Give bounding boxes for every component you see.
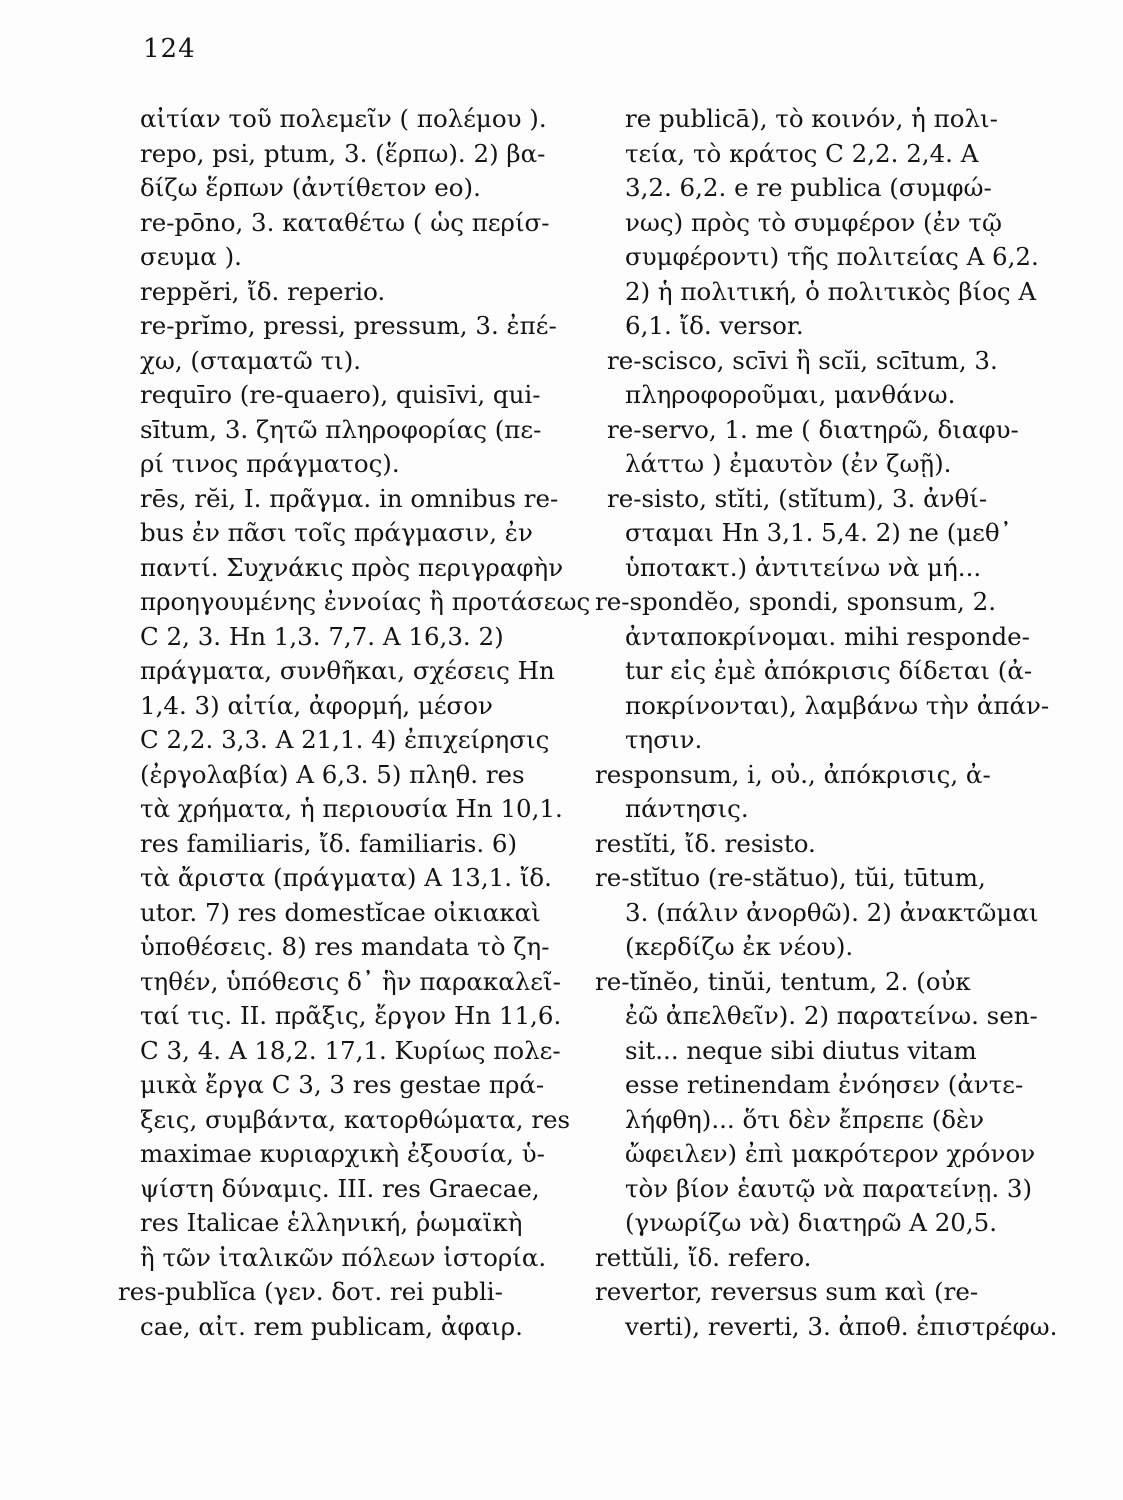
entry-line: χω, (σταματῶ τι). [140,345,362,375]
entry-line: τησιν. [625,725,703,754]
entry-line: rēs, rĕi, I. πρᾶγμα. in omnibus re- [140,483,559,513]
entry-line: re-sisto, stĭti, (stĭtum), 3. ἀνθί- [607,483,988,513]
entry-line: bus ἐν πᾶσι τοῖς πράγμασιν, ἐν [140,518,533,547]
entry-line: πράγματα, συνθῆκαι, σχέσεις Hn [140,656,555,685]
entry-line: reppĕri, ἴδ. reperio. [140,276,386,306]
entry-line: verti), reverti, 3. ἀποθ. ἐπιστρέφω. [625,1311,1058,1341]
entry-line: res familiaris, ἴδ. familiaris. 6) [140,828,518,858]
entry-line: ὑποθέσεις. 8) res mandata τὸ ζη- [140,932,550,961]
entry-line: ξεις, συμβάντα, κατορθώματα, res [140,1104,571,1134]
entry-line: πάντησις. [625,794,749,823]
entry-line: C 3, 4. A 18,2. 17,1. Κυρίως πολε- [140,1035,561,1065]
entry-line: revertor, reversus sum καὶ (re- [595,1277,979,1306]
entry-line: πληροφοροῦμαι, μανθάνω. [625,380,956,409]
entry-line: tur εἰς ἐμὲ ἀπόκρισις δίδεται (ἀ- [625,656,1033,685]
entry-line: τὸν βίον ἑαυτῷ νὰ παρατείνῃ. 3) [625,1173,1033,1203]
entry-line: σευμα ). [140,242,242,271]
entry-line: rettŭli, ἴδ. refero. [595,1242,812,1272]
page-number: 124 [143,34,196,64]
entry-line: (ἐργολαβία) A 6,3. 5) πληθ. res [140,759,525,789]
entry-line: re-scisco, scīvi ἢ scĭi, scītum, 3. [607,345,998,375]
entry-line: ρί τινος πράγματος). [140,449,400,478]
entry-line: αἰτίαν τοῦ πολεμεῖν ( πολέμου ). [140,104,547,133]
entry-line: τεία, τὸ κράτος C 2,2. 2,4. A [625,138,979,168]
entry-line: re publicā), τὸ κοινόν, ἡ πολι- [625,104,998,133]
entry-line: παντί. Συχνάκις πρὸς περιγραφὴν [140,552,564,582]
entry-line: λάττω ) ἐμαυτὸν (ἐν ζωῇ). [625,449,952,478]
entry-line: C 2, 3. Hn 1,3. 7,7. A 16,3. 2) [140,621,504,651]
entry-line: restĭti, ἴδ. resisto. [595,828,816,858]
entry-line: requīro (re-quaero), quisīvi, qui- [140,380,541,409]
entry-line: res-publĭca (γεν. δοτ. rei publi- [118,1277,503,1306]
entry-line: (κερδίζω ἐκ νέου). [625,932,854,961]
entry-line: res Italicae ἑλληνική, ῥωμαϊκὴ [140,1208,523,1237]
entry-line: νως) πρὸς τὸ συμφέρον (ἐν τῷ [625,207,1002,237]
right-column [595,102,1058,1344]
entry-line: re-stĭtuo (re-stătuo), tŭi, tūtum, [595,863,986,892]
entry-line: ποκρίνονται), λαμβάνω τὴν ἀπάν- [625,690,1050,720]
entry-line: re-tĭnĕo, tinŭi, tentum, 2. (οὐκ [595,966,971,996]
entry-line: προηγουμένης ἐννοίας ἢ προτάσεως [140,587,591,616]
entry-line: συμφέροντι) τῆς πολιτείας A 6,2. [625,242,1039,271]
entry-line: (γνωρίζω νὰ) διατηρῶ A 20,5. [625,1208,998,1237]
entry-line: ἐῶ ἀπελθεῖν). 2) παρατείνω. sen- [625,1001,1038,1030]
entry-line: σταμαι Hn 3,1. 5,4. 2) ne (μεθ᾽ [625,518,1012,547]
entry-line: C 2,2. 3,3. A 21,1. 4) ἐπιχείρησις [140,725,550,754]
entry-line: re-servo, 1. me ( διατηρῶ, διαφυ- [607,414,1019,444]
entry-line: ἀνταποκρίνομαι. mihi responde- [625,621,1030,651]
entry-line: 6,1. ἴδ. versor. [625,311,804,340]
entry-line: 1,4. 3) αἰτία, ἀφορμή, μέσον [140,690,493,720]
entry-line: sit... neque sibi diutus vitam [625,1035,977,1065]
entry-line: 3. (πάλιν ἀνορθῶ). 2) ἀνακτῶμαι [625,897,1039,927]
entry-line: τὰ χρήματα, ἡ περιουσία Hn 10,1. [140,794,563,823]
entry-line: ταί τις. II. πρᾶξις, ἔργον Hn 11,6. [140,1001,562,1030]
entry-line: τὰ ἄριστα (πράγματα) A 13,1. ἴδ. [140,863,552,892]
entry-line: μικὰ ἔργα C 3, 3 res gestae πρά- [140,1070,545,1099]
entry-line: ἢ τῶν ἰταλικῶν πόλεων ἱστορία. [140,1242,547,1272]
left-column [118,102,591,1344]
entry-line: responsum, i, οὐ., ἀπόκρισις, ἀ- [595,759,991,789]
entry-line: esse retinendam ἐνόησεν (ἀντε- [625,1070,1024,1099]
entry-line: τηθέν, ὑπόθεσις δ᾽ ἣν παρακαλεῖ- [140,966,561,996]
entry-line: re-prĭmo, pressi, pressum, 3. ἐπέ- [140,311,557,340]
entry-line: 2) ἡ πολιτική, ὁ πολιτικὸς βίος A [625,276,1037,306]
entry-line: δίζω ἕρπων (ἀντίθετον eo). [140,173,481,202]
entry-line: sītum, 3. ζητῶ πληροφορίας (πε- [140,414,542,444]
entry-line: re-pōno, 3. καταθέτω ( ὡς περίσ- [140,207,550,237]
entry-line: λήφθη)... ὅτι δὲν ἔπρεπε (δὲν [625,1104,985,1134]
entry-line: 3,2. 6,2. e re publica (συμφώ- [625,173,992,202]
entry-line: repo, psi, ptum, 3. (ἕρπω). 2) βα- [140,138,546,168]
entry-line: ὤφειλεν) ἐπὶ μακρότερον χρόνον [625,1139,1036,1168]
entry-line: ψίστη δύναμις. III. res Graecae, [140,1173,540,1203]
entry-line: maximae κυριαρχικὴ ἐξουσία, ὑ- [140,1139,545,1168]
entry-line: utor. 7) res domestĭcae οἰκιακαὶ [140,897,541,927]
entry-line: re-spondĕo, spondi, sponsum, 2. [595,587,996,616]
entry-line: cae, αἰτ. rem publicam, ἀφαιρ. [140,1311,523,1341]
entry-line: ὑποτακτ.) ἀντιτείνω νὰ μή... [625,552,982,582]
